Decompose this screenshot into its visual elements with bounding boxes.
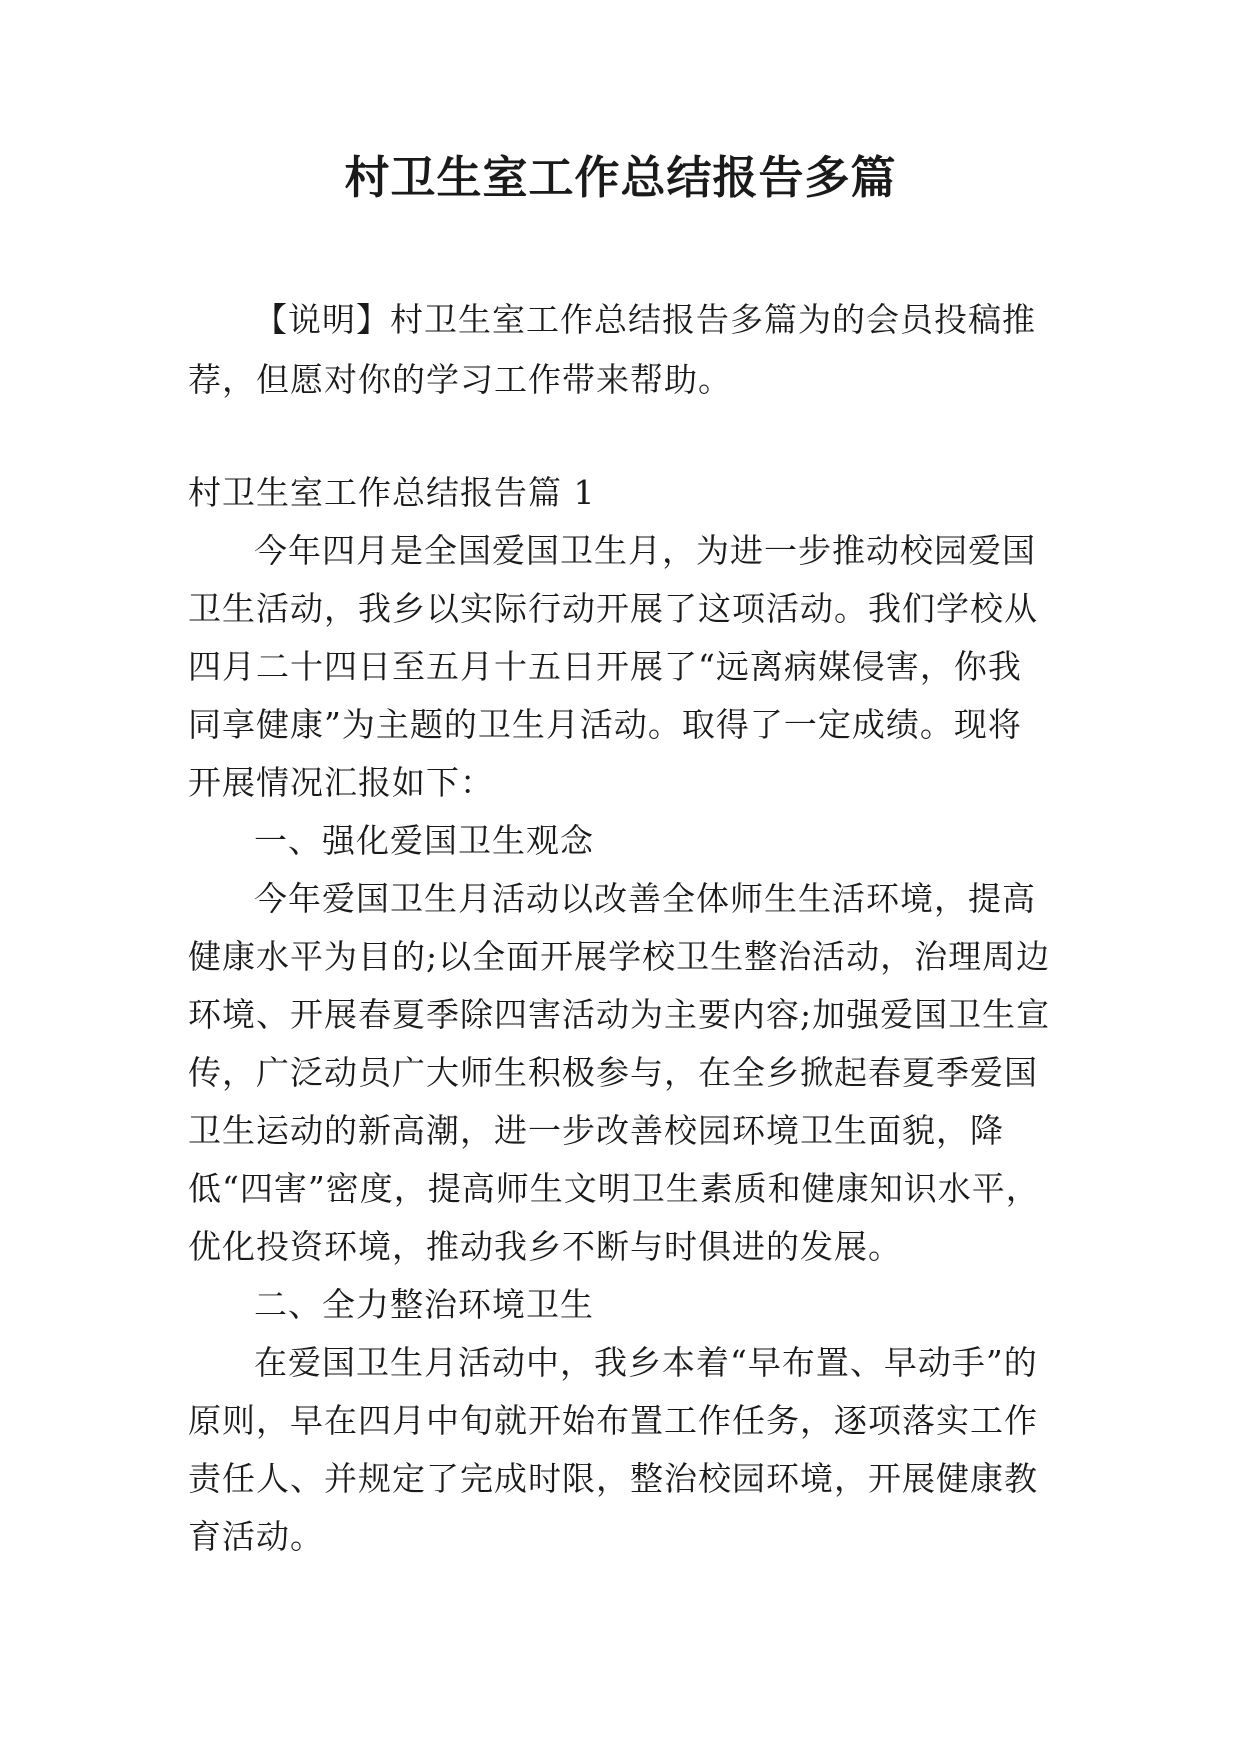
intro-paragraph: 【说明】村卫生室工作总结报告多篇为的会员投稿推荐，但愿对你的学习工作带来帮助。: [188, 300, 1036, 399]
paragraph: 今年爱国卫生月活动以改善全体师生生活环境，提高健康水平为目的;以全面开展学校卫生整治活动，治理周边环境、开展春夏季除四害活动为主要内容;加强爱国卫生宣传，广泛动员广大师生积极参与，在全乡掀起春夏季爱国卫生运动的新高潮，进一步改善校园环境卫生面貌，降低“四害”密度，提高师生文明卫生素质和健康知识水平，优化投资环境，推动我乡不断与时俱进的发展。: [188, 879, 1051, 1266]
paragraph: 在爱国卫生月活动中，我乡本着“早布置、早动手”的原则，早在四月中旬就开始布置工作任务，逐项落实工作责任人、并规定了完成时限，整治校园环境，开展健康教育活动。: [188, 1343, 1038, 1556]
subheading: 一、强化爱国卫生观念: [254, 821, 594, 860]
paragraph: 今年四月是全国爱国卫生月，为进一步推动校园爱国卫生活动，我乡以实际行动开展了这项活动。我们学校从四月二十四日至五月十五日开展了“远离病媒侵害，你我同享健康”为主题的卫生月活动。取得了一定成绩。现将开展情况汇报如下：: [188, 531, 1038, 802]
subheading: 二、全力整治环境卫生: [254, 1285, 594, 1324]
document-title: 村卫生室工作总结报告多篇: [344, 151, 897, 204]
section-title: 村卫生室工作总结报告篇 1: [188, 473, 596, 512]
intro-block: [188, 290, 1053, 410]
content-block: [188, 464, 1053, 1566]
